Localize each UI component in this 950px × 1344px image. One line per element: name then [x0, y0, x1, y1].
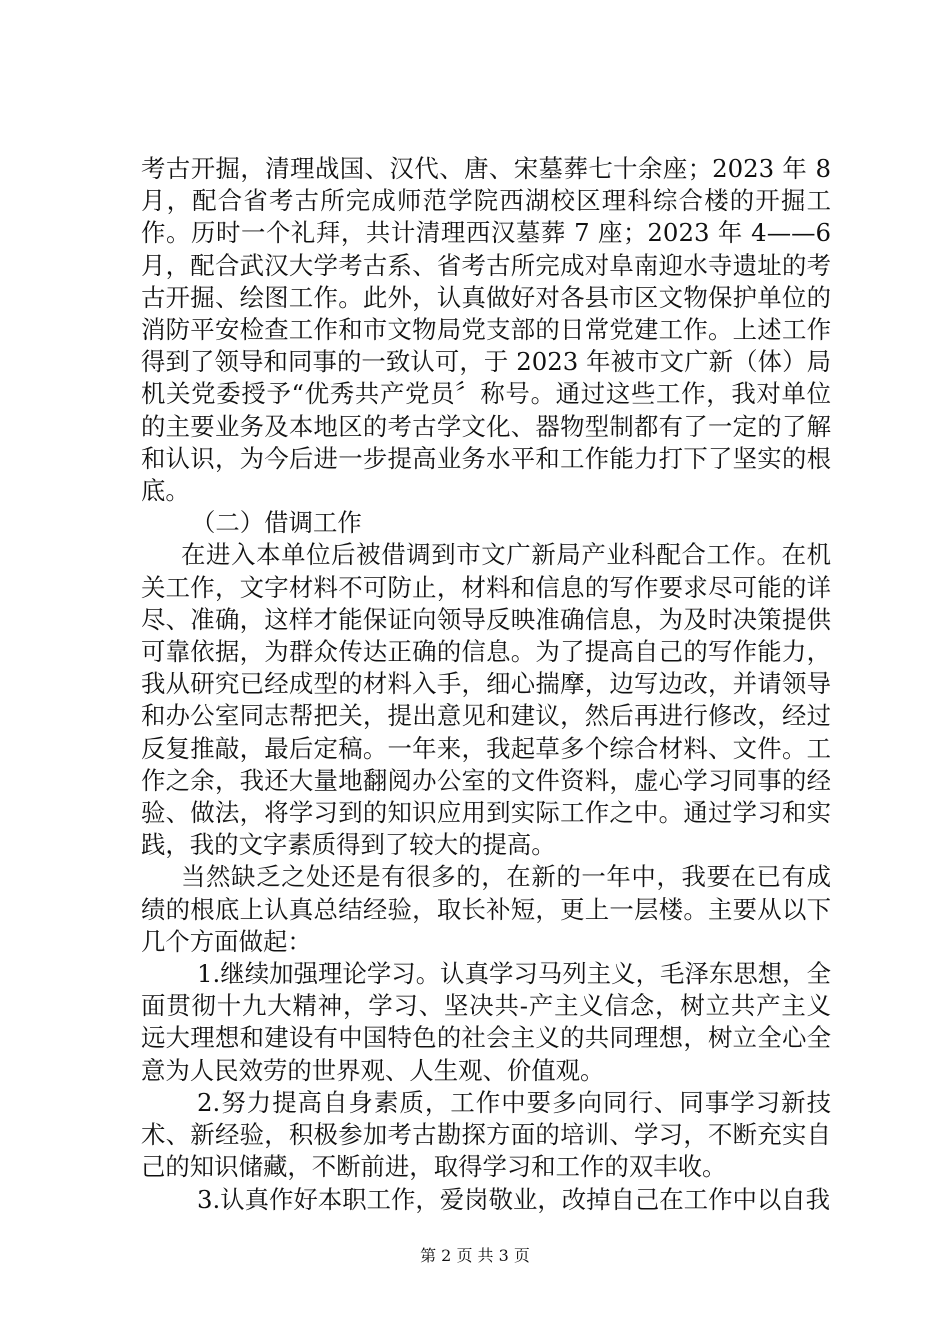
document-body: [141, 153, 831, 1216]
section-heading-secondment: （二）借调工作: [191, 508, 362, 538]
list-item-self-improvement: 2.努力提高自身素质，工作中要多向同行、同事学习新技术、新经验，积极参加考古勘探方面的培训、学习，不断充实自己的知识储藏，不断前进，取得学习和工作的双丰收。: [141, 1087, 831, 1182]
list-item-theory-study: 1.继续加强理论学习。认真学习马列主义，毛泽东思想，全面贯彻十九大精神，学习、坚决共-产主义信念，树立共产主义远大理想和建设有中国特色的社会主义的共同理想，树立全心全意为人民效劳的世界观、人生观、价值观。: [141, 959, 831, 1085]
page-footer: 第 2 页 共 3 页: [420, 1246, 530, 1265]
paragraph-shortcomings: 当然缺乏之处还是有很多的，在新的一年中，我要在已有成绩的根底上认真总结经验，取长补短，更上一层楼。主要从以下几个方面做起：: [141, 862, 831, 956]
paragraph-secondment-work: 在进入本单位后被借调到市文广新局产业科配合工作。在机关工作，文字材料不可防止，材料和信息的写作要求尽可能的详尽、准确，这样才能保证向领导反映准确信息，为及时决策提供可靠依据，为群众传达正确的信息。为了提高自己的写作能力，我从研究已经成型的材料入手，细心揣摩，边写边改，并请领导和办公室同志帮把关，提出意见和建议，然后再进行修改，经过反复推敲，最后定稿。一年来，我起草多个综合材料、文件。工作之余，我还大量地翻阅办公室的文件资料，虚心学习同事的经验、做法，将学习到的知识应用到实际工作之中。通过学习和实践，我的文字素质得到了较大的提高。: [141, 540, 831, 860]
paragraph-excavation-work: 考古开掘，清理战国、汉代、唐、宋墓葬七十余座；2023 年 8 月，配合省考古所完成师范学院西湖校区理科综合楼的开掘工作。历时一个礼拜，共计清理西汉墓葬 7 座；2023 年 4——6 月，配合武汉大学考古系、省考古所完成对阜南迎水寺遗址的考古开掘、绘图工作。此外，认真做好对各县市区文物保护单位的消防平安检查工作和市文物局党支部的日常党建工作。上述工作得到了领导和同事的一致认可，于 2023 年被市文广新（体）局机关党委授予“优秀共产党员〞称号。通过这些工作，我对单位的主要业务及本地区的考古学文化、器物型制都有了一定的了解和认识，为今后进一步提高业务水平和工作能力打下了坚实的根底。: [141, 154, 831, 506]
list-item-job-duties: 3.认真作好本职工作，爱岗敬业，改掉自己在工作中以自我: [197, 1184, 831, 1214]
